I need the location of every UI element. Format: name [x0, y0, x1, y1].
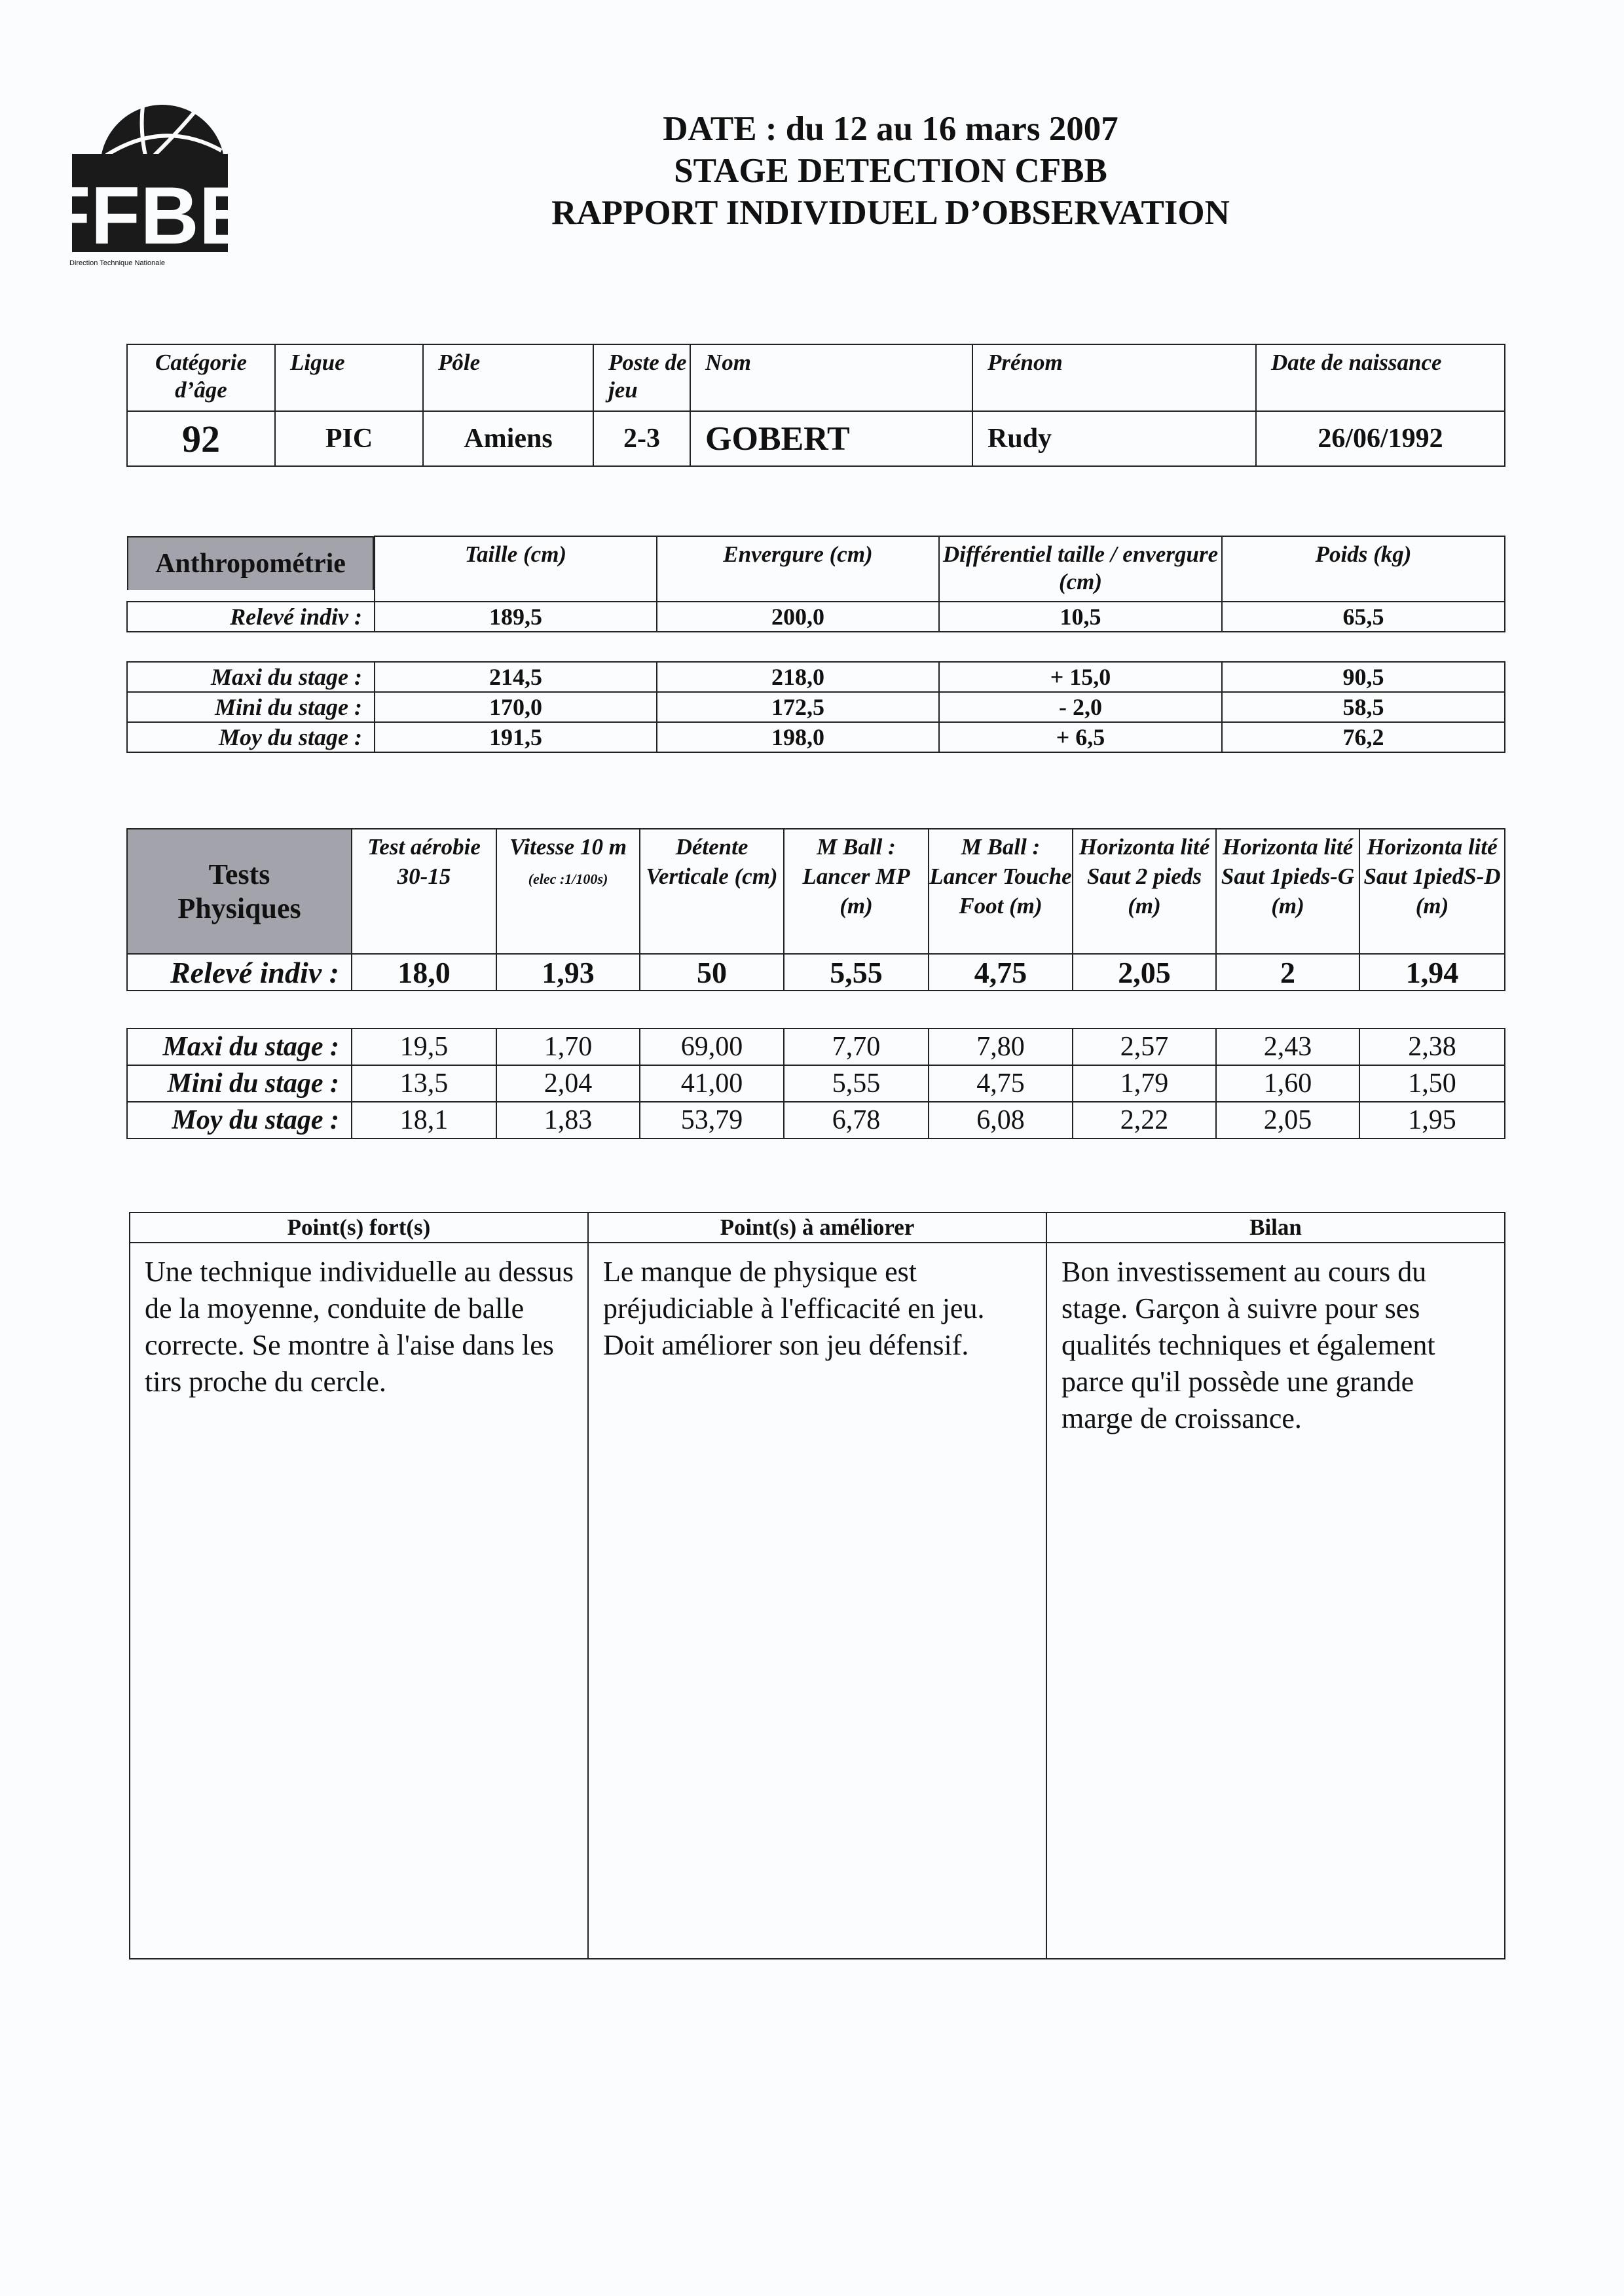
value-taille: 189,5 [375, 602, 657, 632]
value-date-naissance: 26/06/1992 [1256, 411, 1505, 466]
stat-value: 18,1 [352, 1102, 496, 1139]
identity-table [126, 344, 1505, 467]
row-label: Maxi du stage : [127, 1029, 352, 1065]
row-label: Moy du stage : [127, 1102, 352, 1139]
header-saut-2-pieds: Horizonta lité Saut 2 pieds (m) [1073, 829, 1216, 954]
stat-value: 76,2 [1222, 722, 1505, 752]
physical-tests-table [126, 828, 1505, 991]
physical-tests-header-row [127, 829, 1505, 954]
report-event: STAGE DETECTION CFBB [674, 152, 1107, 190]
stat-value: 170,0 [375, 692, 657, 722]
comments-header-row [130, 1212, 1505, 1243]
value-poste: 2-3 [593, 411, 690, 466]
report-date: DATE : du 12 au 16 mars 2007 [663, 110, 1118, 148]
table-row [127, 1102, 1505, 1139]
header-prenom: Prénom [972, 344, 1256, 411]
stat-value: 198,0 [657, 722, 939, 752]
row-label: Mini du stage : [127, 692, 375, 722]
stat-value: 2,05 [1216, 1102, 1359, 1139]
value-categorie: 92 [127, 411, 275, 466]
stat-value: 2,43 [1216, 1029, 1359, 1065]
stat-value: + 6,5 [939, 722, 1222, 752]
anthropometry-stats-table [126, 661, 1505, 753]
value-test: 50 [640, 954, 784, 991]
value-nom: GOBERT [690, 411, 972, 466]
value-test: 1,93 [496, 954, 640, 991]
header-envergure: Envergure (cm) [657, 536, 939, 602]
stat-value: 218,0 [657, 662, 939, 692]
header-date-naissance: Date de naissance [1256, 344, 1505, 411]
comment-points-forts: Une technique individuelle au dessus de la moyenne, conduite de balle correcte. Se montre à l'aise dans les tirs proche du cercle. [130, 1243, 588, 1959]
header-nom: Nom [690, 344, 972, 411]
table-row [127, 1029, 1505, 1065]
table-row [127, 662, 1505, 692]
header-points-forts: Point(s) fort(s) [130, 1212, 588, 1243]
comments-table [129, 1212, 1505, 1959]
row-label: Relevé indiv : [127, 602, 375, 632]
anthropometry-header-row [127, 536, 1505, 602]
physical-tests-individual-row [127, 954, 1505, 991]
value-test: 5,55 [784, 954, 929, 991]
header-saut-pied-g: Horizonta lité Saut 1pieds-G (m) [1216, 829, 1359, 954]
stat-value: 90,5 [1222, 662, 1505, 692]
stat-value: 6,78 [784, 1102, 929, 1139]
basketball-icon [41, 92, 258, 268]
stat-value: 58,5 [1222, 692, 1505, 722]
comment-bilan: Bon investissement au cours du stage. Garçon à suivre pour ses qualités techniques et également parce qu'il possède une grande marge de croissance. [1046, 1243, 1505, 1959]
header-vitesse: Vitesse 10 m (elec :1/100s) [496, 829, 640, 954]
header-lancer-mp: M Ball : Lancer MP (m) [784, 829, 929, 954]
svg-text:Direction Technique Nationale: Direction Technique Nationale [69, 259, 165, 267]
value-ligue: PIC [275, 411, 423, 466]
report-header [406, 108, 1375, 234]
stat-value: 6,08 [929, 1102, 1073, 1139]
header-pole: Pôle [423, 344, 593, 411]
row-label: Moy du stage : [127, 722, 375, 752]
stat-value: + 15,0 [939, 662, 1222, 692]
stat-value: 1,95 [1359, 1102, 1505, 1139]
header-saut-pied-d: Horizonta lité Saut 1piedS-D (m) [1359, 829, 1505, 954]
stat-value: 1,79 [1073, 1065, 1216, 1102]
header-points-ameliorer: Point(s) à améliorer [588, 1212, 1046, 1243]
anthropometry-title: Anthropométrie [127, 536, 374, 590]
stat-value: 1,60 [1216, 1065, 1359, 1102]
header-test-aerobie: Test aérobie 30-15 [352, 829, 496, 954]
value-pole: Amiens [423, 411, 593, 466]
header-categorie: Catégorie d’âge [127, 344, 275, 411]
header-differentiel: Différentiel taille / envergure (cm) [939, 536, 1222, 602]
stat-value: 214,5 [375, 662, 657, 692]
header-detente: Détente Verticale (cm) [640, 829, 784, 954]
physical-tests-stats-table [126, 1028, 1505, 1139]
stat-value: 19,5 [352, 1029, 496, 1065]
physical-tests-title: Tests Physiques [127, 829, 352, 954]
value-test: 4,75 [929, 954, 1073, 991]
anthropometry-title-cell [127, 536, 375, 602]
value-test: 1,94 [1359, 954, 1505, 991]
stat-value: 1,50 [1359, 1065, 1505, 1102]
value-envergure: 200,0 [657, 602, 939, 632]
anthropometry-table [126, 536, 1505, 632]
stat-value: 69,00 [640, 1029, 784, 1065]
stat-value: 5,55 [784, 1065, 929, 1102]
stat-value: 13,5 [352, 1065, 496, 1102]
table-row [127, 722, 1505, 752]
comment-points-ameliorer: Le manque de physique est préjudiciable à l'efficacité en jeu. Doit améliorer son jeu défensif. [588, 1243, 1046, 1959]
stat-value: 4,75 [929, 1065, 1073, 1102]
row-label: Mini du stage : [127, 1065, 352, 1102]
comments-body-row [130, 1243, 1505, 1959]
stat-value: - 2,0 [939, 692, 1222, 722]
value-differentiel: 10,5 [939, 602, 1222, 632]
identity-header-row [127, 344, 1505, 411]
svg-text:FFBB: FFBB [41, 171, 258, 261]
header-lancer-touche: M Ball : Lancer Touche Foot (m) [929, 829, 1073, 954]
header-poste: Poste de jeu [593, 344, 690, 411]
stat-value: 2,38 [1359, 1029, 1505, 1065]
anthropometry-individual-row [127, 602, 1505, 632]
stat-value: 7,80 [929, 1029, 1073, 1065]
stat-value: 172,5 [657, 692, 939, 722]
stat-value: 1,70 [496, 1029, 640, 1065]
stat-value: 7,70 [784, 1029, 929, 1065]
report-title: RAPPORT INDIVIDUEL D’OBSERVATION [551, 194, 1230, 232]
stat-value: 2,22 [1073, 1102, 1216, 1139]
value-test: 18,0 [352, 954, 496, 991]
value-prenom: Rudy [972, 411, 1256, 466]
stat-value: 53,79 [640, 1102, 784, 1139]
header-note: (elec :1/100s) [528, 871, 608, 887]
stat-value: 41,00 [640, 1065, 784, 1102]
stat-value: 2,57 [1073, 1029, 1216, 1065]
stat-value: 2,04 [496, 1065, 640, 1102]
header-bilan: Bilan [1046, 1212, 1505, 1243]
stat-value: 1,83 [496, 1102, 640, 1139]
table-row [127, 692, 1505, 722]
table-row [127, 1065, 1505, 1102]
stat-value: 191,5 [375, 722, 657, 752]
value-test: 2 [1216, 954, 1359, 991]
value-poids: 65,5 [1222, 602, 1505, 632]
identity-value-row [127, 411, 1505, 466]
header-poids: Poids (kg) [1222, 536, 1505, 602]
header-taille: Taille (cm) [375, 536, 657, 602]
row-label: Relevé indiv : [127, 954, 352, 991]
header-ligue: Ligue [275, 344, 423, 411]
value-test: 2,05 [1073, 954, 1216, 991]
row-label: Maxi du stage : [127, 662, 375, 692]
ffbb-logo [41, 92, 258, 268]
